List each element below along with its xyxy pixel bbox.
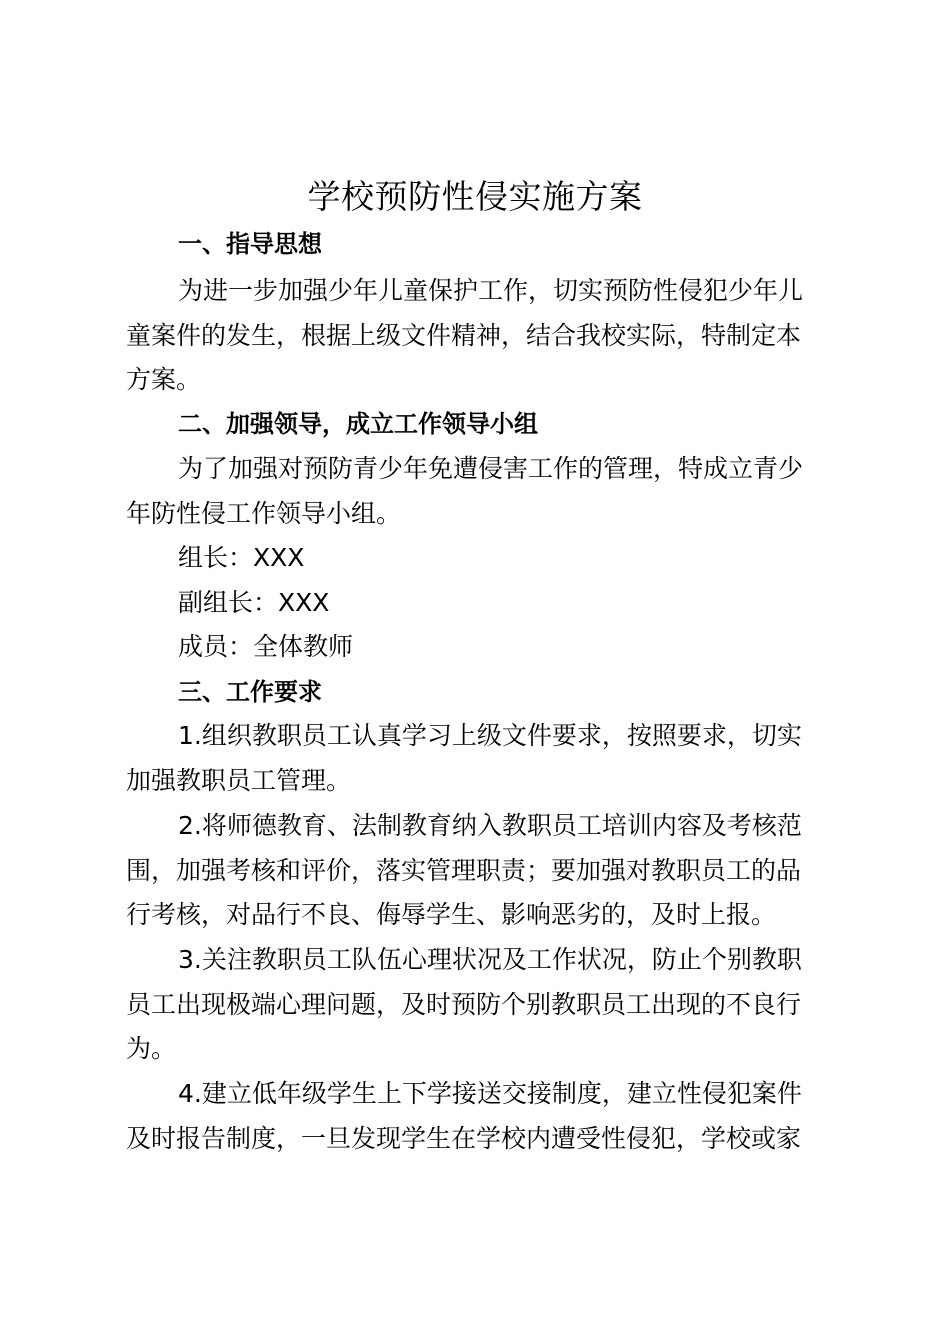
paragraph-line: 围，加强考核和评价，落实管理职责；要加强对教职员工的品: [126, 855, 802, 885]
paragraph-line: 童案件的发生，根据上级文件精神，结合我校实际，特制定本: [126, 320, 802, 350]
paragraph-line: 为了加强对预防青少年免遭侵害工作的管理，特成立青少: [178, 454, 804, 483]
requirement-item-2: [126, 804, 846, 938]
paragraph-line: 员工出现极端心理问题，及时预防个别教职员工出现的不良行: [126, 989, 802, 1019]
paragraph-line: 2.将师德教育、法制教育纳入教职员工培训内容及考核范: [178, 811, 802, 840]
section-heading-work-requirements: 三、工作要求: [178, 678, 322, 706]
requirement-item-1: [126, 714, 846, 803]
paragraph-line: 年防性侵工作领导小组。: [126, 498, 402, 528]
paragraph-line: 1.组织教职员工认真学习上级文件要求，按照要求，切实: [178, 721, 802, 750]
paragraph-line: 加强教职员工管理。: [126, 765, 352, 795]
paragraph-line: 3.关注教职员工队伍心理状况及工作状况，防止个别教职: [178, 945, 802, 974]
members-line: 成员：全体教师: [178, 632, 354, 661]
paragraph-line: 及时报告制度，一旦发现学生在学校内遭受性侵犯，学校或家: [126, 1123, 802, 1153]
paragraph-line: 方案。: [126, 365, 202, 395]
paragraph-leadership-group: [126, 447, 846, 536]
deputy-leader-line: 副组长：XXX: [178, 588, 330, 617]
paragraph-line: 为进一步加强少年儿童保护工作，切实预防性侵犯少年儿: [178, 276, 804, 305]
paragraph-line: 为。: [126, 1034, 177, 1064]
requirement-item-3: [126, 938, 846, 1072]
group-leader-line: 组长：XXX: [178, 543, 305, 572]
paragraph-line: 行考核，对品行不良、侮辱学生、影响恶劣的，及时上报。: [126, 900, 777, 930]
section-heading-leadership-group: 二、加强领导，成立工作领导小组: [178, 410, 538, 438]
paragraph-line: 4.建立低年级学生上下学接送交接制度，建立性侵犯案件: [178, 1079, 802, 1108]
requirement-item-4: [126, 1072, 846, 1161]
section-heading-guiding-ideology: 一、指导思想: [178, 230, 322, 258]
paragraph-guiding-ideology: [126, 269, 846, 403]
document-title: 学校预防性侵实施方案: [307, 177, 643, 216]
